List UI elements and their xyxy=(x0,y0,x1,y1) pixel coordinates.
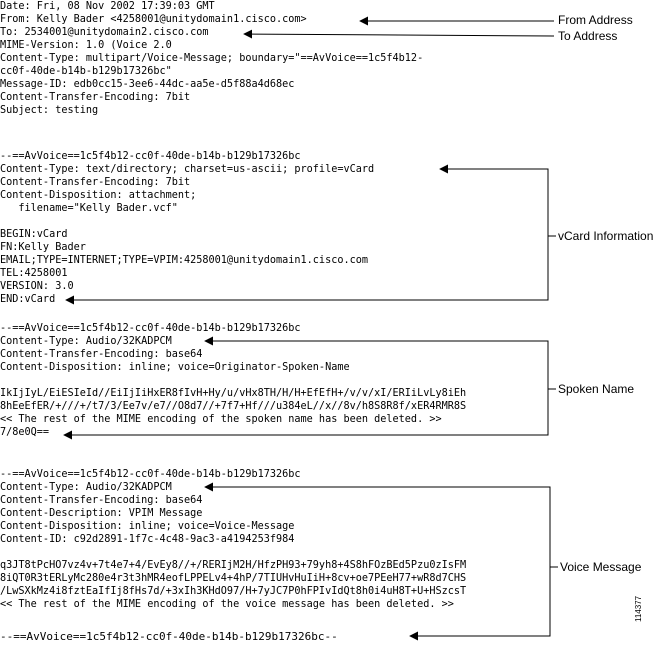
voice-message-line: --==AvVoice==1c5f4b12-cc0f-40de-b14b-b129b17326bc xyxy=(0,469,301,480)
voice-message-line: 8iQT0R3tERLyMc280e4r3t3hMR4eofLPPELv4+4hP/7TIUHvHuIiH+8cv+oe7PEeH77+wR8d7CHS xyxy=(0,573,467,584)
voice-message-line: Content-Transfer-Encoding: base64 xyxy=(0,495,203,506)
spoken-name-label: Spoken Name xyxy=(558,382,635,396)
voice-message-bracket-top xyxy=(205,487,550,567)
spoken-name-bracket-bottom xyxy=(64,389,548,435)
header-line: Date: Fri, 08 Nov 2002 17:39:03 GMT xyxy=(0,1,215,12)
vcard-line: FN:Kelly Bader xyxy=(0,242,86,253)
vcard-line: Content-Transfer-Encoding: 7bit xyxy=(0,177,191,188)
spoken-name-line: IkIjIyL/EiESIeId//EiIjIiHxER8fIvH+Hy/u/vHx8TH/H/H+EfEfH+/v/v/xI/ERIiLvLy8iEh xyxy=(0,388,467,399)
header-line: Subject: testing xyxy=(0,105,99,116)
spoken-name-line: 7/8e0Q== xyxy=(0,427,50,438)
vcard-line: EMAIL;TYPE=INTERNET;TYPE=VPIM:4258001@unitydomain1.cisco.com xyxy=(0,255,369,266)
vcard-bracket-top xyxy=(440,169,548,236)
header-line: To: 2534001@unitydomain2.cisco.com xyxy=(0,27,209,38)
spoken-name-bracket-top xyxy=(205,341,548,389)
vcard-line: Content-Disposition: attachment; xyxy=(0,190,197,201)
voice-message-line: q3JT8tPcHO7vz4v+7t4e7+4/EvEy8//+/RERIjM2H/HfzPH93+79yh8+4S8hFOzBEd5Pzu0zIsFM xyxy=(0,560,467,571)
voice-message-line: /LwSXkMz4i8fztEaIfIj8fHs7d/+3xIh3KHdO97/H+7yJC7P0hFPIvIdQt8h0i4uH8T+U+HSzcsT xyxy=(0,586,467,597)
closing-boundary: --==AvVoice==1c5f4b12-cc0f-40de-b14b-b129b17326bc-- xyxy=(0,630,338,643)
voice-message-label: Voice Message xyxy=(560,560,642,574)
vcard-bracket-bottom xyxy=(66,236,548,300)
from-address-label: From Address xyxy=(558,13,633,27)
spoken-name-line: Content-Type: Audio/32KADPCM xyxy=(0,336,172,347)
spoken-name-line: --==AvVoice==1c5f4b12-cc0f-40de-b14b-b129b17326bc xyxy=(0,323,301,334)
spoken-name-line: Content-Transfer-Encoding: base64 xyxy=(0,349,203,360)
voice-message-line: Content-Type: Audio/32KADPCM xyxy=(0,482,172,493)
figure-number: 114377 xyxy=(634,595,643,622)
header-line: Content-Transfer-Encoding: 7bit xyxy=(0,92,191,103)
header-line: Message-ID: edb0cc15-3ee6-44dc-aa5e-d5f88a4d68ec xyxy=(0,79,295,90)
to-address-label: To Address xyxy=(558,29,618,43)
header-line: From: Kelly Bader <4258001@unitydomain1.cisco.com> xyxy=(0,14,307,25)
header-line: cc0f-40de-b14b-b129b17326bc" xyxy=(0,66,172,77)
voice-message-line: Content-Disposition: inline; voice=Voice-Message xyxy=(0,521,295,532)
vcard-information-label: vCard Information xyxy=(558,229,654,243)
vcard-line: VERSION: 3.0 xyxy=(0,281,74,292)
voice-message-line: Content-ID: c92d2891-1f7c-4c48-9ac3-a4194253f984 xyxy=(0,534,295,545)
vcard-line: TEL:4258001 xyxy=(0,268,68,279)
vcard-line: Content-Type: text/directory; charset=us-ascii; profile=vCard xyxy=(0,164,375,175)
voice-message-line: Content-Description: VPIM Message xyxy=(0,508,203,519)
voice-message-bracket-bottom xyxy=(410,567,550,636)
voice-message-line: << The rest of the MIME encoding of the voice message has been deleted. >> xyxy=(0,599,454,610)
to-address-arrow xyxy=(244,34,554,36)
header-line: MIME-Version: 1.0 (Voice 2.0 xyxy=(0,40,172,51)
vcard-line: filename="Kelly Bader.vcf" xyxy=(0,203,178,214)
spoken-name-line: 8hEeEfER/+///+/t7/3/Ee7v/e7//O8d7//+7f7+Hf///u384eL//x//8v/h8S8R8f/xER4RMR8S xyxy=(0,401,467,412)
vcard-line: END:vCard xyxy=(0,294,56,305)
spoken-name-line: << The rest of the MIME encoding of the spoken name has been deleted. >> xyxy=(0,414,442,425)
vcard-line: BEGIN:vCard xyxy=(0,229,68,240)
header-line: Content-Type: multipart/Voice-Message; boundary="==AvVoice==1c5f4b12- xyxy=(0,53,424,64)
vcard-line: --==AvVoice==1c5f4b12-cc0f-40de-b14b-b129b17326bc xyxy=(0,151,301,162)
spoken-name-line: Content-Disposition: inline; voice=Originator-Spoken-Name xyxy=(0,362,350,373)
